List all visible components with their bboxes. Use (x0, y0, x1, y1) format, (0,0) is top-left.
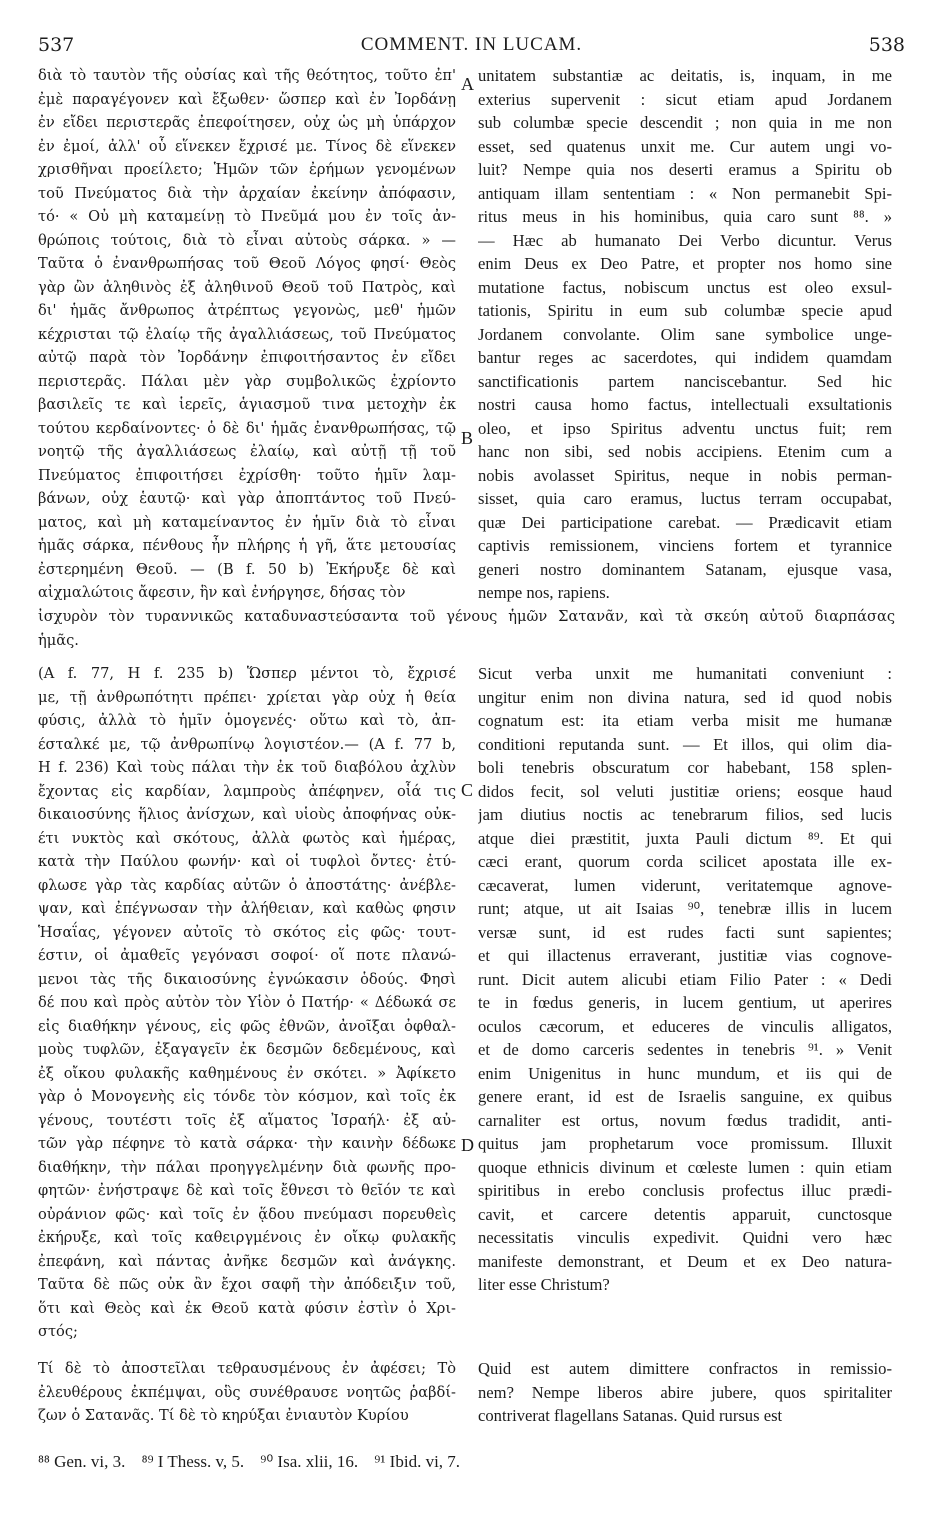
latin-line: nempe nos, rapiens. (478, 583, 610, 602)
greek-line: φύσις, ἀλλὰ τὸ ἡμῖν ὁμογενές· οὕτω καὶ τὸ, ἀπ- (38, 712, 456, 729)
latin-line: Quid est autem dimittere confractos in remissio- (478, 1359, 892, 1378)
latin-line: atque diei præstitit, juxta Pauli dictum ⁸⁹. Et qui (478, 828, 892, 848)
latin-line: contriverat flagellans Satanas. Quid rursus est (478, 1406, 783, 1425)
latin-line: necessitatis vinculis expedivit. Quidni vero hæc (478, 1228, 892, 1247)
latin-line: versæ sunt, id est rudes facti sunt sapientes; (478, 922, 892, 942)
latin-line: bantur reges ac sacerdotes, qui indidem quamdam (478, 348, 892, 367)
greek-line: τούτου κερδαίνοντες· ὁ δὲ δι' ἡμᾶς ἐνανθρωπήσας, τῷ (38, 419, 456, 437)
greek-line: γὰρ ὁ Μονογενὴς εἰς τόνδε τὸν κόσμον, καὶ τοῖς ἐκ (38, 1088, 456, 1105)
greek-line: βάνων, οὐχ ἑαυτῷ· καὶ γὰρ ἀποπτάντος τοῦ Πνεύ- (38, 490, 456, 507)
greek-line: δέ που καὶ πρὸς αὐτὸν τὸν Υἱὸν ὁ Πατήρ· « Δέδωκά σε (38, 994, 456, 1011)
greek-line: διαθήκην, τὴν πάλαι προηγγελμένην διὰ φωνῆς προ- (38, 1158, 456, 1176)
latin-line: quitus jam prophetarum voce promissum. Illuxit (478, 1134, 892, 1153)
greek-line: μοὺς τυφλῶν, ἐξαγαγεῖν ἐκ δεσμῶν δεδεμένους, καὶ (38, 1041, 456, 1058)
latin-line: nobis avolasset Spiritus, neque in nobis perman- (478, 465, 892, 485)
margin-marker-c: C (461, 780, 474, 800)
latin-line: et de domo carceris sedentes in tenebris ⁹¹. » Venit (478, 1040, 892, 1059)
latin-line: tationis, Spiritu in eum sub columbæ specie apud (478, 301, 892, 320)
greek-line: Ταῦτα ὁ ἐνανθρωπήσας τοῦ Θεοῦ Λόγος φησί· Θεὸς (38, 255, 456, 272)
latin-line: nostri causa homo factus, intellectuali exsultationis (478, 395, 892, 414)
greek-line: μενοι τὰς τῆς δικαιοσύνης ἐγνώκασιν ὁδούς. Φησὶ (38, 970, 456, 988)
latin-line: boli tenebris obscuratum cor habebant, 158 splen- (478, 758, 892, 777)
latin-line: antiquam illam sententiam : « Non permanebit Spi- (478, 183, 892, 203)
latin-line: captivis remissionem, vinciens fortem et tyrannice (478, 536, 892, 555)
greek-wide-line: ἡμᾶς. (38, 631, 79, 649)
greek-line: ἔχοντας εἰς καρδίαν, λαμπροὺς ἀπέφηνεν, οἷά τις (38, 782, 456, 800)
latin-line: generi nostro dominantem Satanam, ejusque vasa, (478, 559, 892, 579)
greek-line: Ἡσαΐας, γέγονεν αὐτοῖς τὸ σκότος εἰς φῶς· τουτ- (38, 923, 456, 941)
greek-line: ἡμᾶς σάρκα, πένθους ἦν πλήρης ἡ γῆ, ἅτε μετουσίας (38, 537, 456, 554)
footnote: ⁹⁰ Isa. xlii, 16. (260, 1452, 359, 1471)
footnotes (38, 1452, 658, 1472)
latin-line: runt. Dicit autem alicubi etiam Filio Pater : « Dedi (478, 969, 892, 989)
latin-line: runt; atque, ut ait Isaias ⁹⁰, tenebræ illis in lucem (478, 899, 892, 918)
greek-line: Ταῦτα δὲ πῶς οὐκ ἂν ἔχοι σαφῆ τὴν ἀπόδειξιν τοῦ, (38, 1276, 456, 1293)
greek-line: Τί δὲ τὸ ἀποστεῖλαι τεθραυσμένους ἐν ἀφέσει; Τὸ (38, 1360, 456, 1377)
greek-line: ἐν ἐμοί, ἀλλ' οὗ εἵνεκεν ἔχρισέ με. Τίνος δὲ εἵνεκεν (38, 137, 456, 155)
latin-line: enim Deus ex Deo Patre, et propter nos homo sine (478, 254, 892, 273)
margin-marker-d: D (461, 1135, 474, 1155)
greek-line: ὅτι καὶ Θεὸς καὶ ἐκ Θεοῦ κατὰ φύσιν ἐστὶν ὁ Χρι- (38, 1299, 456, 1317)
latin-line: manifeste demonstrant, et Deum et ex Deo natura- (478, 1251, 892, 1271)
latin-line: esset, sed quatenus unxit me. Cur autem ungi vo- (478, 136, 892, 156)
greek-line: με, τῇ ἀνθρωπότητι πρέπει· χρίεται γὰρ οὐχ ἡ θεία (38, 688, 456, 706)
greek-wide-line: ἰσχυρὸν τὸν τυραννικῶς καταδυναστεύσαντα τοῦ γένους ἡμῶν Σατανᾶν, καὶ τὰ σκεύη αὐτοῦ διαρπάσας (38, 608, 895, 625)
greek-line: στός; (38, 1323, 78, 1340)
greek-line: έσταλκέ με, τῷ ἀνθρωπίνῳ λογιστέον.— (A f. 77 b, (38, 735, 456, 753)
latin-line: nem? Nempe liberos abire jubere, quos spiritaliter (478, 1382, 892, 1402)
footnote: ⁸⁹ I Thess. v, 5. (141, 1452, 245, 1471)
greek-line: ἐξ οἴκου φυλακῆς καθημένους ἐν σκότει. » Ἀφίκετο (38, 1064, 456, 1082)
margin-marker-b: B (461, 428, 474, 448)
latin-line: spiritibus in erebo conclusis profectus illuc prædi- (478, 1181, 892, 1200)
greek-line: φητῶν· ἐνήστραψε δὲ καὶ τοῖς ἔθνεσι τὸ θεῖόν τε καὶ (38, 1182, 456, 1199)
greek-line: δικαιοσύνης ἥλιος ἀνίσχων, καὶ υἱοὺς ἀποφήνας οὐκ- (38, 806, 456, 823)
greek-line: ψαν, καὶ ἐπέγνωσαν τὴν ἀλήθειαν, καὶ καθὼς φησιν (38, 900, 456, 917)
greek-line: βασιλεῖς τε καὶ ἱερεῖς, ἁγιασμοῦ τινα μετοχὴν ἐκ (38, 396, 456, 413)
latin-line: hanc non sibi, sed nobis accipiens. Etenim cum a (478, 442, 892, 461)
greek-line: ἐκήρυξε, καὶ τοῖς καθειργμένοις ἐν οἴκῳ φυλακῆς (38, 1229, 456, 1246)
greek-line: κέχρισται τῷ ἐλαίῳ τῆς ἀγαλλιάσεως, τοῦ Πνεύματος (38, 325, 456, 343)
latin-line: — Hæc ab humanato Dei Verbo dicuntur. Verus (478, 230, 892, 250)
greek-line: δι' ἡμᾶς ἄνθρωπος ἀτρέπτως γεγονὼς, μεθ' ἡμῶν (38, 302, 456, 319)
footnote: ⁹¹ Ibid. vi, 7. (374, 1452, 461, 1471)
latin-line: jam diutius noctis ac tenebrarum filios, sed lucis (478, 805, 892, 824)
latin-line: sisset, quia caro eramus, luctus terram occupabat, (478, 489, 892, 508)
running-head: COMMENT. IN LUCAM. (360, 34, 583, 55)
greek-line: αἰχμαλώτοις ἄφεσιν, ἣν καὶ ἐνήργησε, δήσας τὸν (38, 584, 406, 601)
page-header (38, 34, 905, 64)
latin-line: et qui illactenus erraverant, justitiæ vias cognove- (478, 946, 892, 965)
greek-line: φλωσε γὰρ τὰς καρδίας αὐτῶν ὁ ἀποστάτης· ἀνέβλε- (38, 876, 456, 894)
latin-line: oculos cæcorum, et educeres de vinculis alligatos, (478, 1016, 892, 1036)
latin-line: mutatione factus, nobiscum unctus est oleo exsul- (478, 277, 892, 297)
greek-line: ματος, καὶ μὴ καταμείναντος ἐν ἡμῖν διὰ τὸ εἶναι (38, 513, 456, 531)
footnote: ⁸⁸ Gen. vi, 3. (38, 1452, 126, 1471)
greek-line: αὐτῷ παρὰ τὸν Ἰορδάνην ἐπιφοιτήσαντος ἐν εἴδει (38, 349, 456, 366)
latin-line: didos fecit, sol veluti justitiæ oriens; eosque haud (478, 781, 892, 801)
latin-line: luit? Nempe quia nos deserti eramus a Spiritu ob (478, 160, 892, 179)
page-number-right: 538 (868, 34, 905, 56)
latin-line: cæcaverat, lumen viderunt, veritatemque agnove- (478, 875, 892, 895)
latin-line: ungitur enim non divina natura, sed id quod nobis (478, 687, 892, 707)
latin-line: cæci erant, quorum corda scilicet apostata ille ex- (478, 852, 892, 871)
greek-line: κατὰ τὴν Παύλου φωνήν· καὶ οἱ τυφλοὶ ὄντες· ἐτύ- (38, 853, 456, 870)
greek-line: ἐν εἴδει περιστερᾶς ἐπεφοίτησεν, οὐχ ὡς μὴ ὑπάρχον (38, 114, 456, 131)
greek-line: γένους, τουτέστι τοῖς ἐξ αἵματος Ἰσραήλ· ἐξ αὐ- (38, 1111, 456, 1129)
greek-line: ἐστερημένη Θεοῦ. — (B f. 50 b) Ἐκήρυξε δὲ καὶ (38, 560, 456, 578)
greek-line: έτι νυκτὸς καὶ σκότους, ἀλλὰ φωτὸς καὶ ἡμέρας, (38, 829, 456, 847)
latin-line: enim Unigenitus in hunc mundum, et iis qui de (478, 1063, 892, 1083)
greek-line: έστιν, οἱ ἀμαθεῖς γεγόνασι σοφοί· οἵ ποτε πλανώ- (38, 947, 456, 964)
latin-line: Jordanem convolante. Olim sane symbolice unge- (478, 324, 892, 344)
greek-line: γὰρ ὢν ἀληθινὸς ἐξ ἀληθινοῦ Θεοῦ τοῦ Πατρὸς, καὶ (38, 278, 456, 296)
greek-line: ἐπεφάνη, καὶ πάντας ἀνῆκε δεσμῶν καὶ ἀνάγκης. (38, 1252, 456, 1270)
latin-line: te in fœdus generis, in lucem gentium, ut aperires (478, 993, 892, 1012)
latin-line: liter esse Christum? (478, 1275, 610, 1294)
greek-line: τῶν γὰρ πέφηνε τὸ κατὰ σάρκα· τὴν καινὴν δέδωκε (38, 1135, 456, 1152)
margin-marker-a: A (461, 74, 474, 94)
latin-line: sanctificationis partem nanciscebantur. Sed hic (478, 371, 892, 391)
latin-line: cavit, et carcere detentis apparuit, cunctosque (478, 1204, 892, 1224)
latin-line: exterius supervenit : sicut etiam apud Jordanem (478, 89, 892, 109)
greek-line: εἰς διαθήκην γένους, εἰς φῶς ἐθνῶν, ἀνοῖξαι ὀφθαλ- (38, 1017, 456, 1035)
latin-line: Sicut verba unxit me humanitati conveniunt : (478, 664, 892, 683)
greek-line: οὐράνιον φῶς· καὶ τοῖς ἐν ᾅδου πνεύμασι πορευθεὶς (38, 1205, 456, 1223)
latin-line: quæ Dei participatione carebat. — Prædicavit etiam (478, 512, 892, 532)
greek-line: (A f. 77, H f. 235 b) Ὥσπερ μέντοι τὸ, ἔχρισέ (38, 665, 456, 682)
greek-line: διὰ τὸ ταυτὸν τῆς οὐσίας καὶ τῆς θεότητος, τοῦτο ἐπ' (38, 67, 456, 84)
latin-line: conditioni reputanda sunt. — Et illos, qui olim dia- (478, 734, 892, 754)
greek-line: νοητῷ τῆς ἀγαλλιάσεως ἐλαίῳ, καὶ αὐτῇ τῇ τοῦ (38, 443, 456, 460)
greek-line: Πνεύματος ἐπιφοιτήσει ἐχρίσθη· τοῦτο ἡμῖν λαμ- (38, 466, 456, 484)
greek-line: θρώποις τούτοις, διὰ τὸ εἶναι αὐτοὺς σάρκα. » — (38, 231, 456, 249)
greek-line: ἐλευθέρους ἐκπέμψαι, οὓς συνέθραυσε νοητῶς ῥαβδί- (38, 1383, 456, 1401)
latin-line: quoque ethnicis divinum et cœleste lumen : quin etiam (478, 1157, 892, 1177)
latin-line: cognatum est: ita etiam verba misit me humanæ (478, 711, 892, 730)
greek-line: χρισθῆναι προείλετο; Ἡμῶν τῶν ἐρήμων γενομένων (38, 161, 456, 178)
greek-line: τοῦ Πνεύματος διὰ τὴν ἀρχαίαν ἐκείνην ἀπόφασιν, (38, 184, 456, 202)
greek-line: τό· « Οὐ μὴ καταμείνῃ τὸ Πνεῦμά μου ἐν τοῖς ἀν- (38, 208, 456, 225)
latin-line: sub columbæ specie descendit ; non quia in me non (478, 113, 892, 132)
latin-line: ritus meus in his hominibus, quia caro sunt ⁸⁸. » (478, 207, 892, 226)
greek-line: ἐμὲ παραγέγονεν καὶ ἔξωθεν· ὥσπερ καὶ ἐν Ἰορδάνῃ (38, 90, 456, 108)
greek-line: περιστερᾶς. Πάλαι μὲν γὰρ συμβολικῶς ἐχρίοντο (38, 372, 456, 390)
latin-line: genere erant, id est de Israelis sanguine, ex quibus (478, 1087, 892, 1106)
latin-line: oleo, et ipso Spiritus adventu unctus fuit; rem (478, 418, 892, 438)
greek-line: H f. 236) Καὶ τοὺς πάλαι τὴν ἐκ τοῦ διαβόλου ἀχλὺν (38, 759, 456, 776)
latin-line: carnaliter est ortus, novum fœdus tradidit, anti- (478, 1110, 892, 1130)
greek-line: ζων ὁ Σατανᾶς. Τί δὲ τὸ κηρύξαι ἐνιαυτὸν Κυρίου (38, 1407, 409, 1424)
page-number-left: 537 (38, 34, 75, 56)
latin-line: unitatem substantiæ ac deitatis, is, inquam, in me (478, 66, 892, 85)
